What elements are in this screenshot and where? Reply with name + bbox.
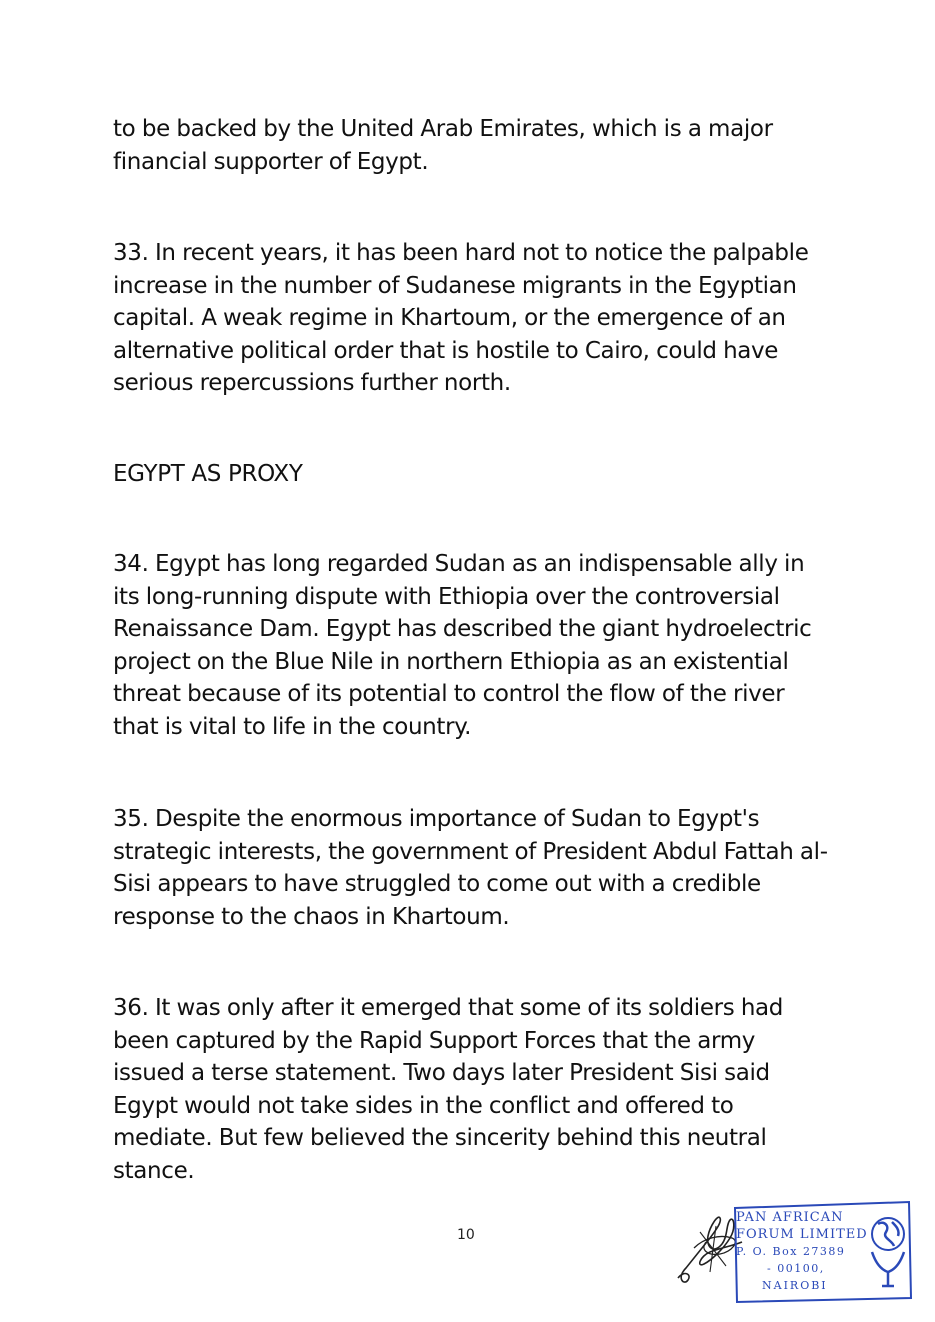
stamp-line-4: - 00100, [767, 1262, 825, 1275]
paragraph-continued: to be backed by the United Arab Emirates, which is a major financial supporter of Egypt. [113, 116, 773, 175]
stamp-line-2: FORUM LIMITED [736, 1227, 868, 1242]
stamp-line-3: P. O. Box 27389 [736, 1245, 846, 1258]
paragraph-36: 36. It was only after it emerged that some of its soldiers had been captured by the Rapid Support Forces that the army issued a terse statement. Two days later President Sisi said Egypt would not take sides in the conflict and offered to mediate. But few believed the sincerity behind this neutral stance. [113, 995, 784, 1184]
paragraph-33: 33. In recent years, it has been hard not to notice the palpable increase in the number of Sudanese migrants in the Egyptian capital. A weak regime in Khartoum, or the emergence of an alternative political order that is hostile to Cairo, could have serious repercussions further north. [113, 240, 809, 396]
section-heading: EGYPT AS PROXY [113, 461, 303, 487]
page-number: 10 [457, 1227, 475, 1243]
globe-logo-icon [866, 1214, 910, 1290]
stamp-line-1: PAN AFRICAN [736, 1210, 844, 1225]
paragraph-35: 35. Despite the enormous importance of Sudan to Egypt's strategic interests, the government of President Abdul Fattah al-Sisi appears to have struggled to come out with a credible response to the chaos in Khartoum. [113, 806, 828, 930]
stamp-line-5: NAIROBI [762, 1279, 828, 1292]
paragraph-34: 34. Egypt has long regarded Sudan as an indispensable ally in its long-running dispute with Ethiopia over the controversial Renaissance Dam. Egypt has described the giant hydroelectric project on the Blue Nile in northern Ethiopia as an existential threat because of its potential to control the flow of the river that is vital to life in the country. [113, 551, 812, 740]
company-stamp [733, 1200, 913, 1304]
